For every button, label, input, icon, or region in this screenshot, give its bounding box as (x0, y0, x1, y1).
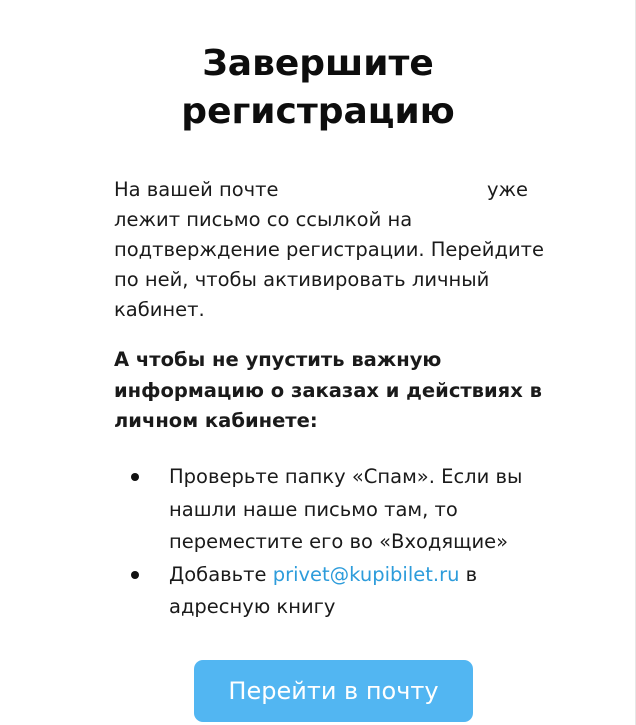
intro-after-email: уже лежит письмо со ссылкой на подтверждение регистрации. Перейдите по ней, чтобы активировать личный кабинет. (114, 178, 544, 321)
important-note: А чтобы не упустить важную информацию о заказах и действиях в личном кабинете: (114, 348, 542, 432)
tips-list (114, 461, 554, 624)
tip-add-contact-after: в адресную книгу (169, 562, 478, 618)
go-to-mail-button[interactable]: Перейти в почту (194, 660, 473, 722)
page-title (0, 40, 636, 136)
intro-before-email: На вашей почте (114, 178, 279, 201)
tip-check-spam-text: Проверьте папку «Спам». Если вы нашли наше письмо там, то переместите его во «Входящие» (169, 465, 523, 553)
bullet-icon (131, 571, 139, 579)
email-link[interactable]: privet@kupibilet.ru (272, 562, 460, 586)
tip-add-contact-before: Добавьте (169, 562, 267, 586)
title-line-1: Завершите (202, 43, 434, 84)
intro-paragraph (114, 175, 554, 325)
bullet-icon (131, 473, 139, 481)
tip-add-contact (114, 559, 554, 624)
title-line-2: регистрацию (181, 91, 455, 132)
tip-check-spam (114, 461, 554, 559)
